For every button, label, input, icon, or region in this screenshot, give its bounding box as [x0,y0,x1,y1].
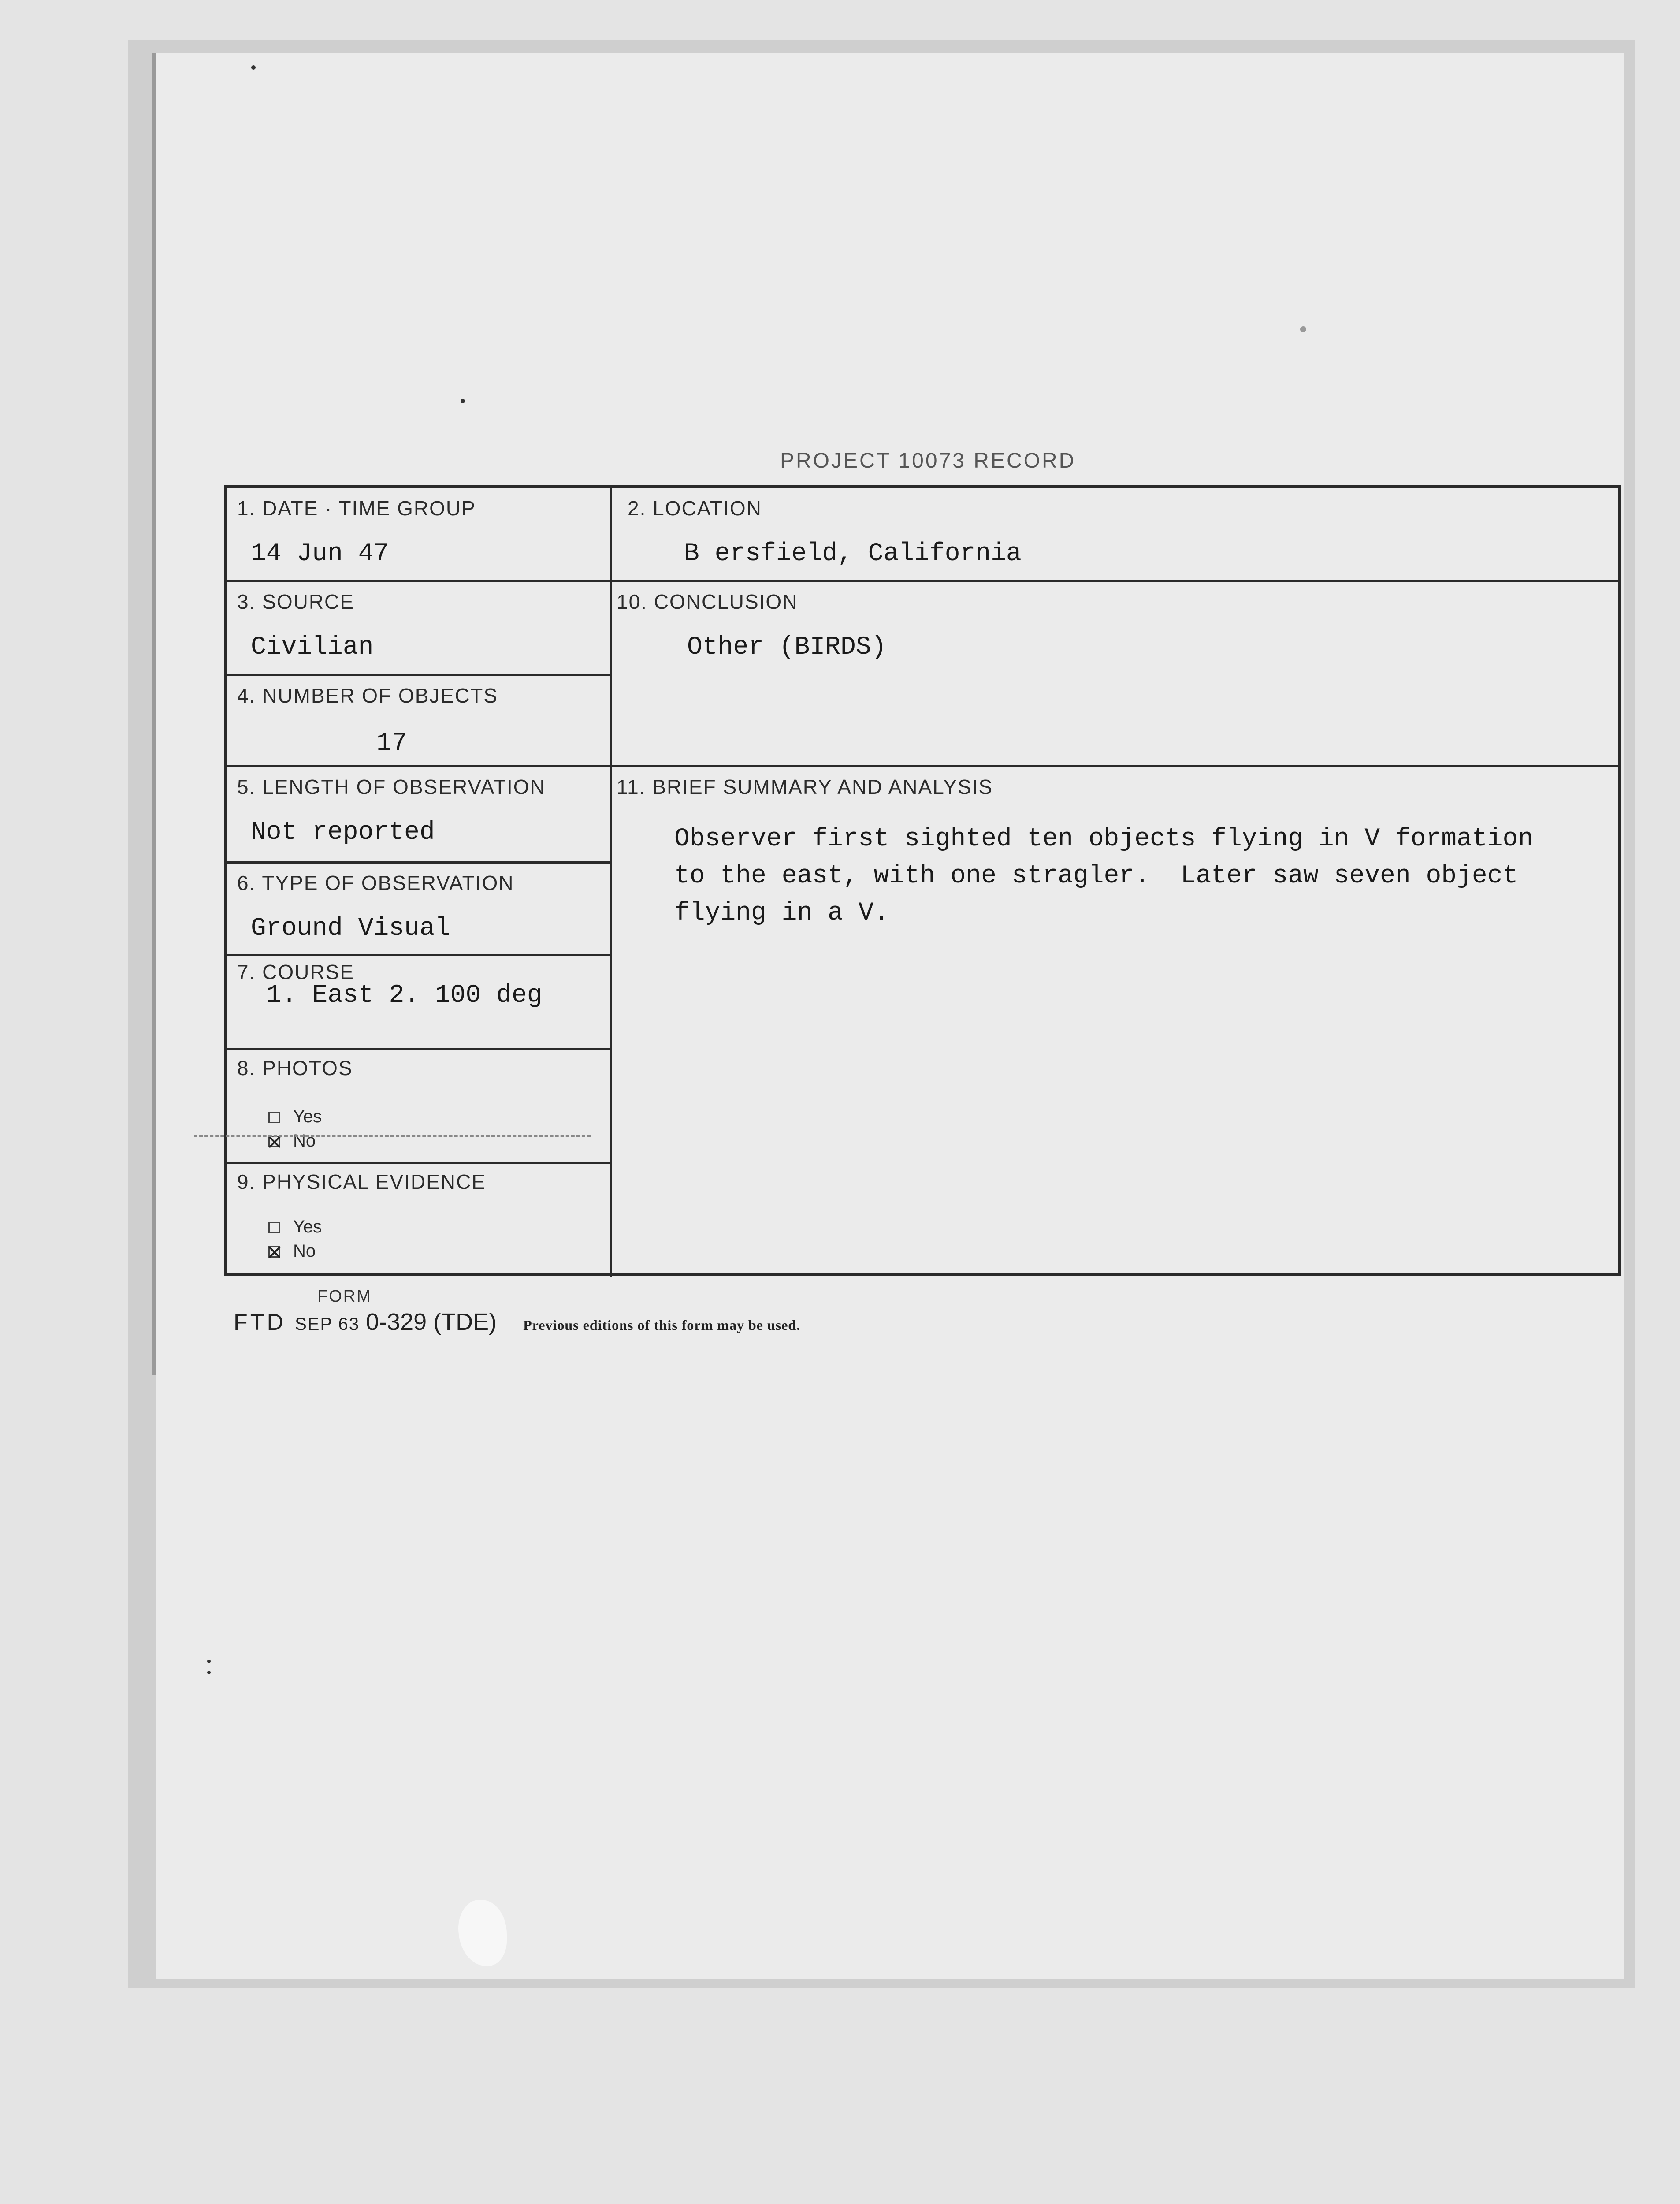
scan-speck [251,65,256,70]
photos-no-checkbox[interactable] [268,1136,280,1147]
footer-ftd: FTD [234,1310,286,1335]
footer-note: Previous editions of this form may be used. [523,1317,801,1333]
footer-form-word: FORM [317,1287,372,1306]
row-divider [227,1162,610,1164]
form-heading: PROJECT 10073 RECORD [780,449,1076,473]
type-of-observation-value: Ground Visual [251,914,450,943]
brief-summary-label: 11. BRIEF SUMMARY AND ANALYSIS [617,775,993,798]
physical-evidence-yes-label: Yes [293,1217,322,1236]
source-label: 3. SOURCE [237,590,354,613]
length-of-observation-label: 5. LENGTH OF OBSERVATION [237,775,546,798]
course-value: 1. East 2. 100 deg [266,981,543,1010]
number-of-objects-label: 4. NUMBER OF OBJECTS [237,684,498,707]
footer-date: SEP 63 [295,1314,360,1334]
number-of-objects-value: 17 [376,729,407,758]
photos-label: 8. PHOTOS [237,1057,353,1080]
date-time-group-value: 14 Jun 47 [251,540,389,568]
row-divider [227,954,610,956]
location-label: 2. LOCATION [628,497,762,520]
course-label: 7. COURSE [237,961,354,983]
row-divider [227,861,610,864]
physical-evidence-option-no[interactable] [268,1241,316,1261]
photos-yes-label: Yes [293,1107,322,1126]
row-divider [227,765,1621,767]
physical-evidence-yes-checkbox[interactable] [268,1222,280,1233]
row-divider [227,674,610,676]
conclusion-label: 10. CONCLUSION [617,590,798,613]
photos-option-no[interactable] [268,1131,316,1151]
paper-edge [152,53,156,1375]
date-time-group-label: 1. DATE · TIME GROUP [237,497,476,520]
form-footer [234,1308,800,1336]
scan-speck [1300,326,1306,332]
photos-yes-checkbox[interactable] [268,1112,280,1123]
physical-evidence-no-checkbox[interactable] [268,1246,280,1258]
footer-form-number: 0-329 (TDE) [366,1309,497,1335]
photos-no-label: No [293,1131,316,1150]
scan-speck [461,399,465,403]
type-of-observation-label: 6. TYPE OF OBSERVATION [237,871,514,894]
scan-speck [207,1660,211,1663]
physical-evidence-no-label: No [293,1241,316,1261]
source-value: Civilian [251,633,374,662]
column-divider [610,488,612,1277]
length-of-observation-value: Not reported [251,818,435,847]
physical-evidence-label: 9. PHYSICAL EVIDENCE [237,1170,486,1193]
scan-artifact-line [194,1135,591,1137]
scan-speck [207,1671,211,1674]
brief-summary-value: Observer first sighted ten objects flying in V formation to the east, with one stragler. Later saw seven object flying in a V. [674,825,1534,927]
conclusion-value: Other (BIRDS) [687,633,887,662]
row-divider [227,1048,610,1050]
row-divider [227,580,1621,582]
photos-option-yes[interactable] [268,1107,322,1127]
physical-evidence-option-yes[interactable] [268,1217,322,1237]
location-value: B ersfield, California [684,540,1022,568]
